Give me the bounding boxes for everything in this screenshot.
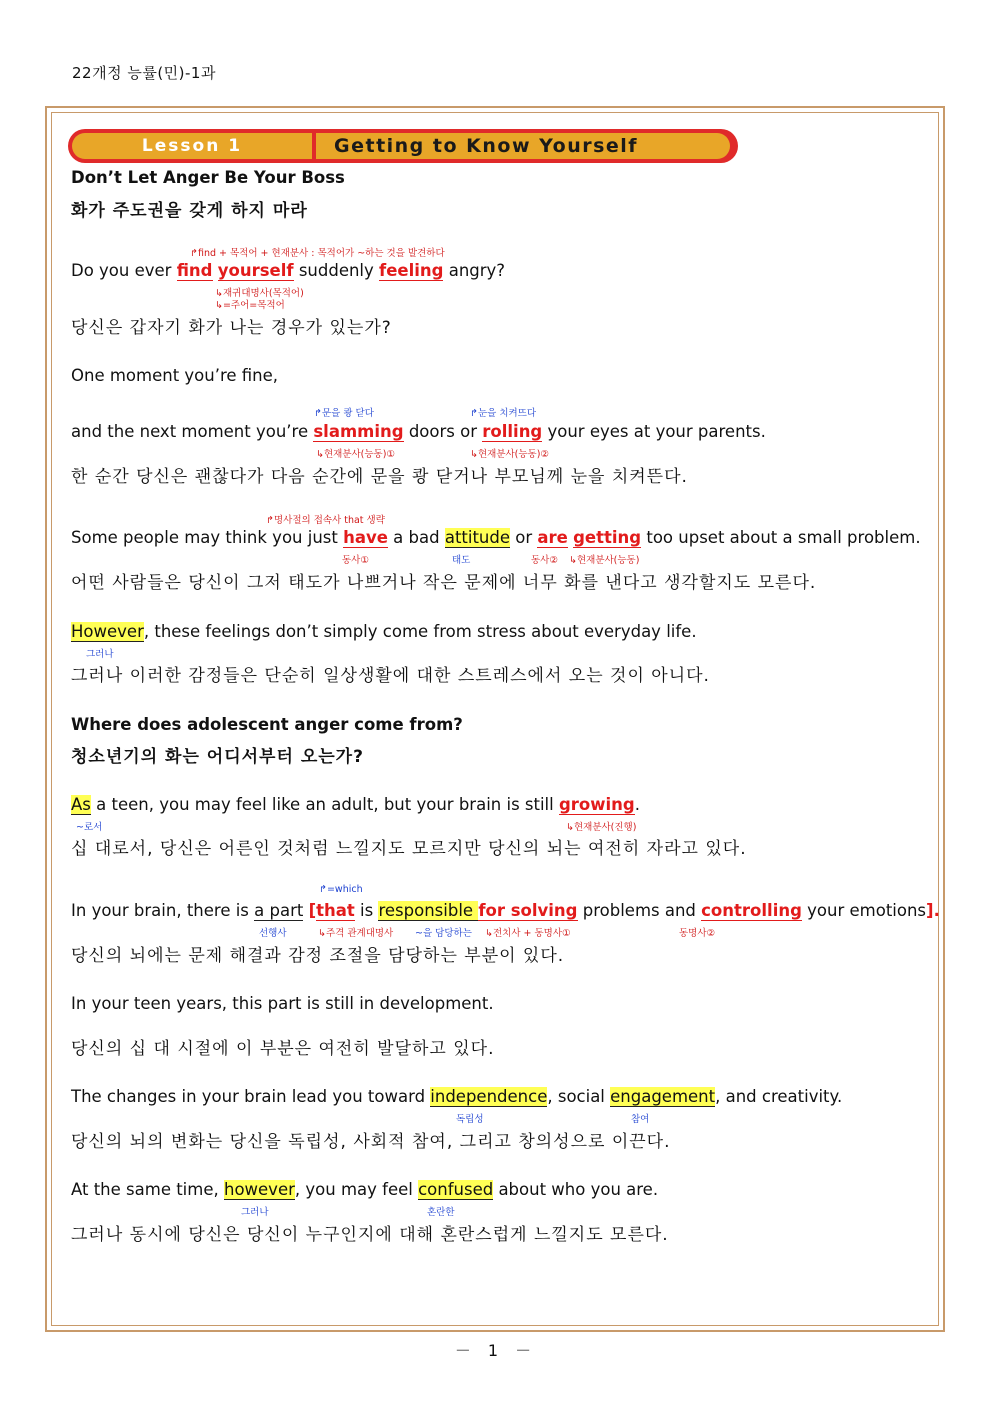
sentence-8-en: In your teen years, this part is still in development. xyxy=(71,994,494,1013)
key-word: for solving xyxy=(478,901,578,920)
sentence-8-kr: 당신의 십 대 시절에 이 부분은 여전히 발달하고 있다. xyxy=(71,1039,495,1059)
key-word: that xyxy=(316,901,355,920)
key-word: have xyxy=(343,528,388,547)
highlighted-word: however xyxy=(223,1180,295,1199)
sentence-10-kr: 그러나 동시에 당신은 당신이 누구인지에 대해 혼란스럽게 느낄지도 모른다. xyxy=(71,1225,669,1245)
subtitle-kr: 청소년기의 화는 어디서부터 오는가? xyxy=(71,747,364,767)
annotation: ↱=which xyxy=(319,884,363,895)
sentence-6-en: As a teen, you may feel like an adult, but your brain is still growing. xyxy=(71,795,640,814)
highlighted-word: attitude xyxy=(444,528,511,547)
annotation: 태도 xyxy=(452,555,471,566)
highlighted-word: As xyxy=(71,795,91,814)
sentence-4-kr: 어떤 사람들은 당신이 그저 태도가 나쁘거나 작은 문제에 너무 화를 낸다고 생각할지도 모른다. xyxy=(71,573,817,593)
key-word: rolling xyxy=(482,422,543,441)
lesson-banner xyxy=(68,129,738,163)
lesson-number: Lesson 1 xyxy=(72,133,312,159)
key-word: controlling xyxy=(701,901,802,920)
highlighted-word: engagement xyxy=(610,1087,716,1106)
annotation: 선행사 xyxy=(259,928,287,939)
annotation: 동명사② xyxy=(679,928,716,939)
annotation: ~을 담당하는 xyxy=(415,928,472,939)
sentence-5-en: However, these feelings don’t simply come from stress about everyday life. xyxy=(71,622,697,641)
underlined-phrase: a part xyxy=(254,901,304,920)
subtitle-en: Where does adolescent anger come from? xyxy=(71,715,463,734)
key-word: are xyxy=(537,528,568,547)
annotation: 그러나 xyxy=(86,649,114,660)
sentence-9-en: The changes in your brain lead you toward independence, social engagement, and creativity. xyxy=(71,1087,843,1106)
title-kr: 화가 주도권을 갖게 하지 마라 xyxy=(71,201,308,221)
sentence-6-kr: 십 대로서, 당신은 어른인 것처럼 느낄지도 모르지만 당신의 뇌는 여전히 자라고 있다. xyxy=(71,839,747,859)
annotation: ↳현재분사(능동) xyxy=(569,555,640,566)
annotation: ↳재귀대명사(목적어) xyxy=(215,288,304,299)
annotation: 동사② xyxy=(531,555,558,566)
annotation: ~로서 xyxy=(76,822,103,833)
sentence-3-kr: 한 순간 당신은 괜찮다가 다음 순간에 문을 쾅 닫거나 부모님께 눈을 치켜뜬다. xyxy=(71,467,688,487)
sentence-7-kr: 당신의 뇌에는 문제 해결과 감정 조절을 담당하는 부분이 있다. xyxy=(71,946,565,966)
sentence-2-en: One moment you’re fine, xyxy=(71,366,279,385)
sentence-3-en: and the next moment you’re slamming doors or rolling your eyes at your parents. xyxy=(71,422,766,441)
sentence-7-en: In your brain, there is a part [that is responsible for solving problems and controlling your emotions]. xyxy=(71,901,940,920)
highlighted-word: independence xyxy=(430,1087,548,1106)
title-en: Don’t Let Anger Be Your Boss xyxy=(71,168,345,187)
key-word: yourself xyxy=(217,261,294,280)
sentence-9-kr: 당신의 뇌의 변화는 당신을 독립성, 사회적 참여, 그리고 창의성으로 이끈다. xyxy=(71,1132,671,1152)
annotation: 그러나 xyxy=(241,1207,269,1218)
annotation: ↱find + 목적어 + 현재분사 : 목적어가 ~하는 것을 발견하다 xyxy=(190,248,445,259)
lesson-title: Getting to Know Yourself xyxy=(316,133,730,159)
key-word: getting xyxy=(573,528,642,547)
sentence-1-kr: 당신은 갑자기 화가 나는 경우가 있는가? xyxy=(71,318,392,338)
annotation: ↱문을 쾅 닫다 xyxy=(314,408,374,419)
annotation: ↳현재분사(능동)① xyxy=(316,449,395,460)
annotation: ↱눈을 치켜뜨다 xyxy=(470,408,537,419)
key-word: growing xyxy=(558,795,635,814)
highlighted-word: However xyxy=(71,622,144,641)
page-number: － 1 － xyxy=(454,1341,538,1360)
annotation: ↳전치사 + 동명사① xyxy=(485,928,571,939)
annotation: ↱명사절의 접속사 that 생략 xyxy=(266,515,385,526)
annotation: 독립성 xyxy=(456,1114,484,1125)
sentence-5-kr: 그러나 이러한 감정들은 단순히 일상생활에 대한 스트레스에서 오는 것이 아니다. xyxy=(71,666,710,686)
key-word: feeling xyxy=(379,261,444,280)
annotation: ↳현재분사(진행) xyxy=(566,822,637,833)
sentence-1-en: Do you ever find yourself suddenly feeling angry? xyxy=(71,261,506,280)
annotation: 혼란한 xyxy=(427,1207,455,1218)
annotation: ↳현재분사(능동)② xyxy=(470,449,549,460)
key-word: slamming xyxy=(313,422,404,441)
annotation: ↳=주어=목적어 xyxy=(215,300,285,311)
highlighted-word: responsible xyxy=(378,901,479,920)
sentence-10-en: At the same time, however, you may feel confused about who you are. xyxy=(71,1180,659,1199)
sentence-4-en: Some people may think you just have a bad attitude or are getting too upset about a small problem. xyxy=(71,528,921,547)
annotation: ↳주격 관계대명사 xyxy=(318,928,394,939)
annotation: 동사① xyxy=(342,555,369,566)
annotation: 참여 xyxy=(631,1114,650,1125)
key-word: find xyxy=(176,261,213,280)
document-header: 22개정 능률(민)-1과 xyxy=(72,64,216,82)
highlighted-word: confused xyxy=(418,1180,494,1199)
